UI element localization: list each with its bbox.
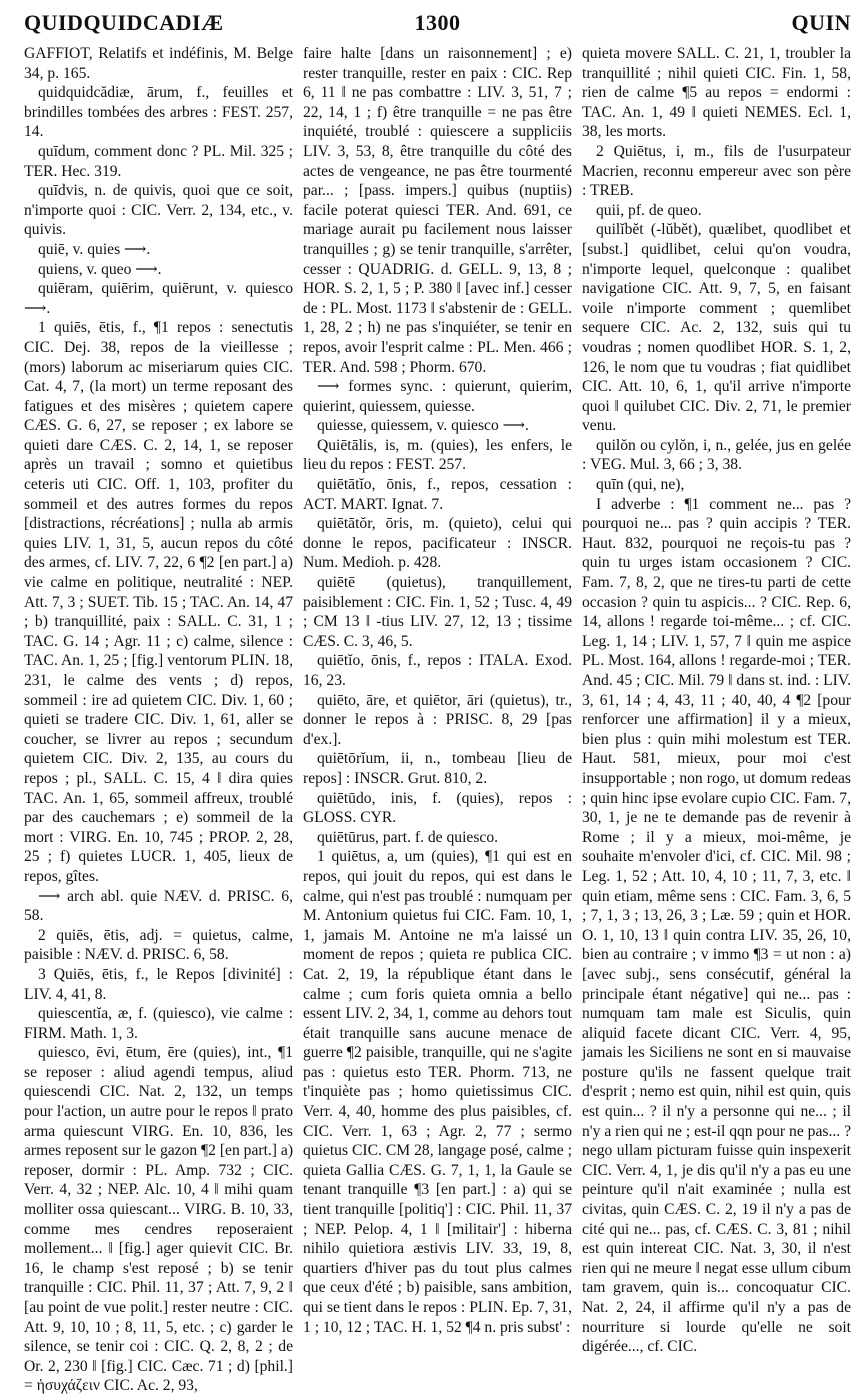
dictionary-entry: quiescentĭa, æ, f. (quiesco), vie calme : FIRM. Math. 1, 3. [24,1005,293,1042]
dictionary-entry: I adverbe : ¶1 comment ne... pas ? pourquoi ne... pas ? quin accipis ? TER. Haut. 832, pourquoi ne reçois-tu pas ? quin tu urges istam occasionem ? CIC. Fam. 7, 8, 2, que ne tires-tu parti de cette occasion ? quin tu aspicis... ? CIC. Rep. 6, 14, allons ! regarde toi-même... ; cf. CIC. Leg. 1, 14 ; LIV. 1, 57, 7 ‖ quin me aspice PL. Most. 164, allons ! regarde-moi ; TER. And. 45 ; CIC. Mil. 79 ‖ dans st. ind. : LIV. 3, 61, 14 ; 4, 43, 11 ; 40, 40, 4 ¶2 [pour renforcer une affirmation] il y a mieux, bien plus : quin mihi molestum est TER. Haut. 581, mieux, pour moi c'est insupportable ; non rogo, ut domum redeas ; quin hinc ipse evolare cupio CIC. Fam. 7, 30, 1, je ne te demande pas de revenir à Rome ; il y a mieux, moi-même, je souhaite m'envoler d'ici, cf. CIC. Mil. 98 ; Leg. 1, 52 ; Att. 10, 4, 10 ; 11, 7, 3, etc. ‖ quin etiam, même sens : CIC. Fam. 3, 6, 5 ; 7, 1, 3 ; 13, 26, 3 ; Læ. 59 ; quin et HOR. O. 1, 10, 13 ‖ quin contra LIV. 35, 26, 10, bien au contraire ; v immo ¶3 = ut non : a) [avec subj., sens consécutif, général la principale étant négative] qui ne... pas : numquam tam male est Siculis, quin aliquid facete dicant CIC. Verr. 4, 95, jamais les Siciliens ne sont en si mauvaise posture qu'ils ne fassent quelque trait d'esprit ; nemo est quin, nihil est quin, quis est quin... ? il n'y a personne qui ne... ; il n'y a rien qui ne ; est-il qqn pour ne pas... ? nego ullam picturam fuisse quin inspexerit CIC. Verr. 4, 1, je dis qu'il n'y a pas eu une peinture qu'il n'ait examinée ; nulla est civitas, quin CÆS. C. 2, 19 il n'y a pas de cité qui ne... pas, cf. CÆS. C. 3, 81 ; nihil est quin intereat CIC. Nat. 3, 30, il n'est rien qui ne meure ‖ negat esse ullum cibum tam gravem, quin is... concoquatur CIC. Nat. 2, 24, il affirme qu'il n'y a pas de nourriture si lourde qu'elle ne soit digérée..., cf. CIC. [582,495,851,1356]
dictionary-entry: quidquidcădiæ, ārum, f., feuilles et brindilles tombées des arbres : FEST. 257, 14. [24,84,293,141]
dictionary-entry: quiens, v. queo ⟶. [38,260,162,278]
entry-columns [24,44,851,1395]
running-head-left: QUIDQUIDCADIÆ [24,10,224,35]
dictionary-entry: faire halte [dans un raisonnement] ; e) rester tranquille, rester en paix : CIC. Rep 6, 11 ‖ ne pas combattre : LIV. 3, 51, 7 ; 22, 14, 1 ; f) être tranquille = ne pas être inquiété, troublé : quiescere a suppliciis LIV. 3, 53, 8, être tranquille du côté des actes de vengeance, ne pas être tourmenté par... ; [pass. impers.] quibus (nuptiis) facile poterat quiesci TER. And. 691, ce mariage aurait pu facilement nous laisser tranquilles ; g) se tenir tranquille, s'arrêter, cesser : QUADRIG. d. GELL. 9, 13, 8 ; HOR. S. 2, 1, 5 ; P. 380 ‖ [avec inf.] cesser de : PL. Most. 1173 ‖ s'abstenir de : GELL. 1, 28, 2 ; h) ne pas s'inquiéter, se tenir en repos, avoir l'esprit calme : PL. Men. 466 ; TER. And. 598 ; Phorm. 670. [303,45,572,376]
dictionary-entry: quiesco, ēvi, ētum, ēre (quies), int., ¶1 se reposer : aliud agendi tempus, aliud quiescendi CIC. Nat. 2, 132, un temps pour l'action, un autre pour le repos ‖ prato arma quiescunt VIRG. En. 10, 836, les armes reposent sur le gazon ¶2 [en part.] a) reposer, dormir : PL. Amp. 732 ; CIC. Verr. 4, 32 ; NEP. Alc. 10, 4 ‖ mihi quam molliter ossa quiescant... VIRG. B. 10, 33, comme mes cendres reposeraient mollement... ‖ [fig.] ager quievit CIC. Br. 16, le champ s'est reposé ; b) se tenir tranquille : CIC. Phil. 11, 37 ; Att. 7, 9, 2 ‖ [au point de vue polit.] rester neutre : CIC. Att. 9, 10, 10 ; 8, 11, 5, etc. ; c) garder le silence, se tenir coi : CIC. Q. 2, 8, 2 ; de Or. 2, 230 ‖ [fig.] CIC. Cæc. 71 ; d) [phil.] = ἡσυχάζειν CIC. Ac. 2, 93, [24,1044,294,1395]
dictionary-entry: quilŏn ou cylŏn, i, n., gelée, jus en gelée : VEG. Mul. 3, 66 ; 3, 38. [582,436,851,474]
dictionary-entry: quilĭbĕt (-lŭbĕt), quælibet, quodlibet et [subst.] quidlibet, celui qu'on voudra, n'importe lequel, quelconque : qualibet navigatione CIC. Att. 9, 7, 5, en faisant voile n'importe comment ; quemlibet sequere CIC. Ac. 2, 132, suis qui tu voudras ; nomen quodlibet HOR. S. 1, 2, 126, le nom que tu voudras ; fiat quidlibet CIC. Att. 10, 6, 1, qu'il arrive n'importe quoi ‖ quilubet CIC. Div. 2, 71, le premier venu. [582,221,851,435]
dictionary-entry: Quiētālis, is, m. (quies), les enfers, le lieu du repos : FEST. 257. [303,436,572,474]
dictionary-entry: quiēto, āre, et quiētor, āri (quietus), tr., donner le repos à : PRISC. 8, 29 [pas d'ex.]. [303,691,572,748]
running-head-right: QUIN [791,10,851,35]
dictionary-entry: 2 quiēs, ētis, adj. = quietus, calme, paisible : NÆV. d. PRISC. 6, 58. [24,926,293,964]
dictionary-entry: 2 Quiētus, i, m., fils de l'usurpateur Macrien, reconnu empereur avec son père : TREB. [582,142,851,200]
page-number: 1300 [414,10,461,35]
dictionary-entry: quīdum, comment donc ? PL. Mil. 325 ; TER. Hec. 319. [24,142,293,180]
column-2 [303,44,572,1354]
dictionary-entry: quiesse, quiessem, v. quiesco ⟶. [317,417,529,435]
dictionary-entry: ⟶ formes sync. : quierunt, quierim, quierint, quiessem, quiesse. [303,378,572,415]
dictionary-entry: quiētūdo, inis, f. (quies), repos : GLOSS. CYR. [303,789,572,827]
dictionary-entry: quiē, v. quies ⟶. [38,240,151,258]
column-1 [24,44,294,1395]
column-3 [582,44,851,1354]
dictionary-entry: quiētātŏr, ōris, m. (quieto), celui qui donne le repos, pacificateur : INSCR. Num. Medioh. p. 428. [303,515,572,572]
dictionary-entry: 3 Quiēs, ētis, f., le Repos [divinité] : LIV. 4, 41, 8. [24,965,293,1003]
dictionary-entry: quieta movere SALL. C. 21, 1, troubler la tranquillité ; nihil quieti CIC. Fin. 1, 58, rien de calme ¶5 au repos = endormi : TAC. An. 1, 49 ‖ quieti NEMES. Ecl. 1, 38, les morts. [582,45,851,141]
dictionary-entry: quii, pf. de queo. [596,201,702,219]
dictionary-entry: quīn (qui, ne), [596,476,685,494]
dictionary-entry: quiētĭo, ōnis, f., repos : ITALA. Exod. 16, 23. [303,652,572,689]
dictionary-entry: quiēram, quiērim, quiērunt, v. quiesco ⟶. [24,280,293,317]
dictionary-entry: 1 quiētus, a, um (quies), ¶1 qui est en repos, qui jouit du repos, qui est dans le calme, qui n'est pas troublé : numquam per M. Antonium quietus fui CIC. Fam. 10, 1, 1, jamais M. Antoine ne m'a laissé un moment de repos ; quieta re publica CIC. Cat. 2, 19, la république étant dans le calme ; cum foris quieta omnia a bello essent LIV. 2, 34, 1, comme au dehors tout était tranquille sans aucune menace de guerre ¶2 paisible, tranquille, qui ne s'agite pas : quietus esto TER. Phorm. 713, ne t'inquiète pas ; homo quietissimus CIC. Verr. 4, 40, homme des plus paisibles, cf. CIC. Verr. 1, 63 ; Agr. 2, 77 ; sermo quietus CIC. CM 28, langage posé, calme ; quieta Gallia CÆS. G. 7, 1, 1, la Gaule se tenant tranquille ¶3 [en part.] : a) qui se tient tranquille [politiq'] : CIC. Phil. 11, 37 ; NEP. Pelop. 4, 1 ‖ [militair'] : hiberna nihilo quietiora æstivis LIV. 33, 19, 8, quartiers d'hiver pas du tout plus calmes que ceux d'été ; b) paisible, sans ambition, qui se tient dans le repos : PLIN. Ep. 7, 31, 1 ; 10, 12 ; TAC. H. 1, 52 ¶4 n. pris subst' : [303,848,572,1336]
page-header [24,10,851,44]
dictionary-entry: quiētōrĭum, ii, n., tombeau [lieu de repos] : INSCR. Grut. 810, 2. [303,750,572,787]
dictionary-entry: quiētātĭo, ōnis, f., repos, cessation : ACT. MART. Ignat. 7. [303,476,572,513]
dictionary-entry: quīdvis, n. de quivis, quoi que ce soit, n'importe quoi : CIC. Verr. 2, 134, etc., v. quivis. [24,182,293,239]
dictionary-entry: GAFFIOT, Relatifs et indéfinis, M. Belge 34, p. 165. [24,45,293,82]
dictionary-entry: quiētē (quietus), tranquillement, paisiblement : CIC. Fin. 1, 52 ; Tusc. 4, 49 ; CM 13 ‖ -tius LIV. 27, 12, 13 ; tissime CÆS. C. 3, 46, 5. [303,574,572,650]
dictionary-entry: quiētūrus, part. f. de quiesco. [317,828,499,846]
dictionary-entry: 1 quiēs, ētis, f., ¶1 repos : senectutis CIC. Dej. 38, repos de la vieillesse ; (mors) laborum ac miseriarum quies CIC. Cat. 4, 7, (la mort) un terme reposant des fatigues et des misères ; quietem capere CÆS. G. 6, 27, se reposer ; ex labore se quieti dare CÆS. C. 2, 14, 1, se reposer après un travail ; somno et quietibus ceteris uti CIC. Off. 1, 103, profiter du sommeil et des autres formes du repos [distractions, récréations] ; nulla ab armis quies LIV. 1, 31, 5, aucun repos du côté des armes, cf. LIV. 7, 22, 6 ¶2 [en part.] a) vie calme en politique, neutralité : NEP. Att. 7, 3 ; SUET. Tib. 15 ; TAC. An. 14, 47 ; b) tranquillité, paix : SALL. C. 31, 1 ; TAC. G. 14 ; Agr. 11 ; c) calme, silence : TAC. An. 1, 25 ; [fig.] ventorum PLIN. 18, 231, le calme des vents ; d) repos, sommeil : ire ad quietem CIC. Div. 1, 60 ; quieti se tradere CIC. Div. 1, 61, aller se coucher, se livrer au repos ; secundum quietem CIC. Div. 2, 135, au cours du repos ; pl., SALL. C. 15, 4 ‖ dira quies TAC. An. 1, 65, sommeil affreux, troublé par des cauchemars ; e) sommeil de la mort : VIRG. En. 10, 745 ; PROP. 2, 28, 25 ; f) quietes LUCR. 1, 405, lieux de repos, gîtes. [24,319,293,885]
dictionary-entry: ⟶ arch abl. quie NÆV. d. PRISC. 6, 58. [24,887,293,925]
